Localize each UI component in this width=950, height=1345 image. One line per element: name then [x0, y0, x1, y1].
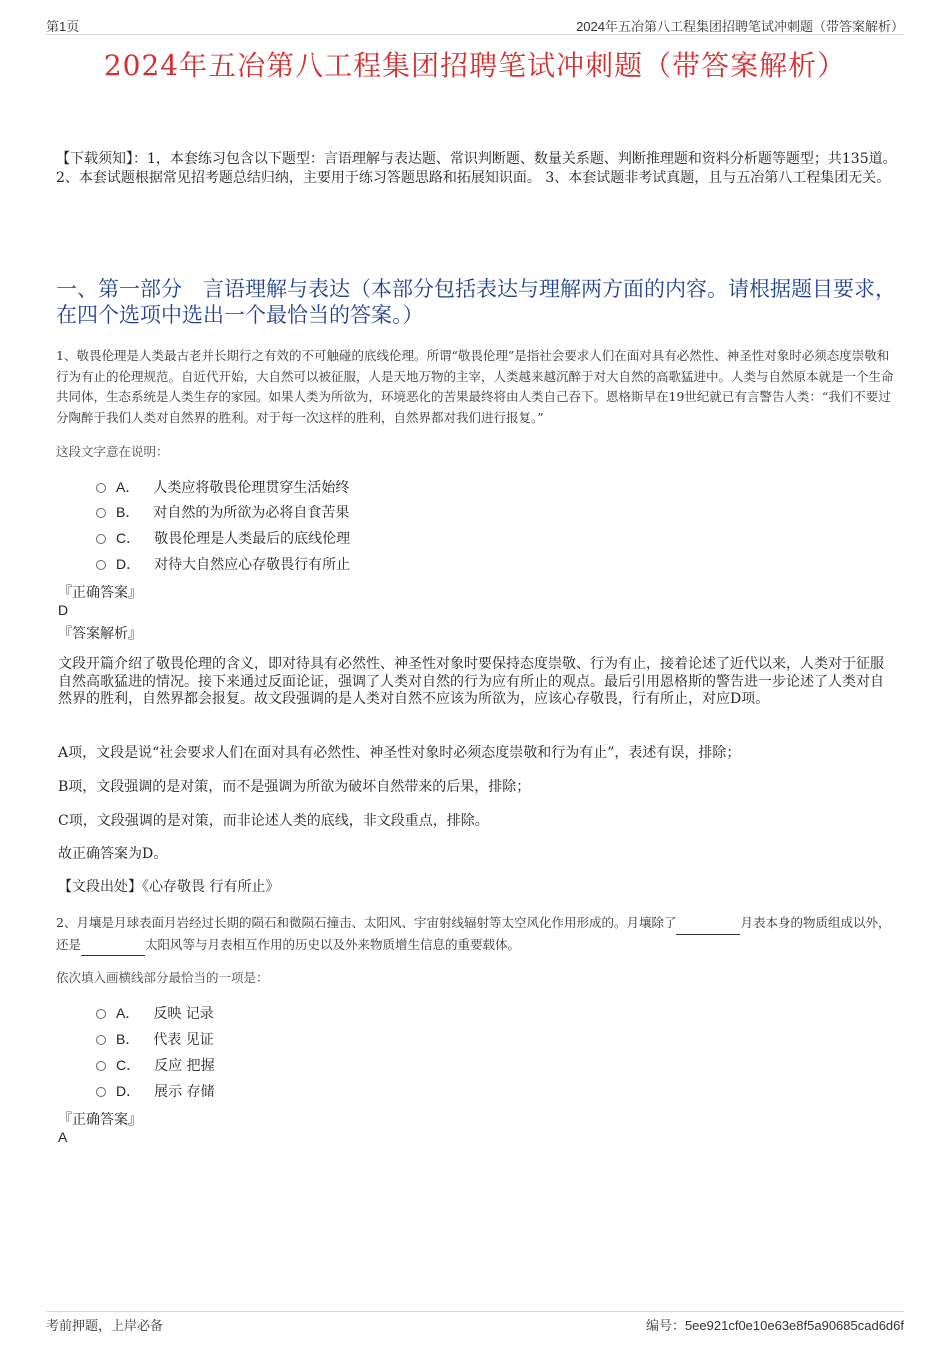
q1-option-d[interactable]: D． 对待大自然应心存敬畏行有所止	[96, 554, 350, 574]
page-header	[46, 14, 904, 35]
q1-option-a[interactable]: A． 人类应将敬畏伦理贯穿生活始终	[96, 477, 349, 497]
q1-note-a: A项，文段是说“社会要求人们在面对具有必然性、神圣性对象时必须态度崇敬和行为有止”，表述有误，排除；	[58, 745, 741, 761]
question-2-text: 2、月壤是月球表面月岩经过长期的陨石和微陨石撞击、太阳风、宇宙射线辐射等太空风化作用形成的。月壤除了 月表本身的物质组成以外，还是 太阳风等与月表相互作用的历史以及外来物质增生信息的重要载体。	[56, 913, 898, 956]
radio-icon[interactable]	[96, 534, 106, 544]
q1-note-b: B项，文段强调的是对策，而不是强调为所欲为破坏自然带来的后果，排除；	[58, 779, 531, 795]
question-1-prompt: 这段文字意在说明：	[56, 444, 169, 459]
q2-answer-label: 『正确答案』	[58, 1112, 142, 1128]
document-title: 2024年五冶第八工程集团招聘笔试冲刺题（带答案解析）	[103, 49, 847, 82]
header-doc-title: 2024年五冶第八工程集团招聘笔试冲刺题（带答案解析）	[576, 19, 904, 34]
q1-analysis-label: 『答案解析』	[58, 626, 142, 642]
q1-option-c[interactable]: C． 敬畏伦理是人类最后的底线伦理	[96, 528, 350, 548]
fill-blank-1	[676, 913, 740, 935]
q1-note-c: C项，文段强调的是对策，而非论述人类的底线，非文段重点，排除。	[58, 813, 489, 829]
radio-icon[interactable]	[96, 1087, 106, 1097]
q1-source: 【文段出处】《心存敬畏 行有所止》	[58, 879, 280, 895]
fill-blank-2	[81, 935, 145, 957]
radio-icon[interactable]	[96, 1061, 106, 1071]
q1-analysis: 文段开篇介绍了敬畏伦理的含义，即对待具有必然性、神圣性对象时要保持态度崇敬、行为有止，接着论述了近代以来，人类对于征服自然高歌猛进的情况。接下来通过反面论证，强调了人类对自然的行为应有所止的观点。最后引用恩格斯的警告进一步论述了人类对自然界的胜利，自然界都会报复。故文段强调的是人类对自然不应该为所欲为，应该心存敬畏，行有所止，对应D项。	[58, 656, 884, 707]
q1-conclusion: 故正确答案为D。	[58, 846, 168, 862]
radio-icon[interactable]	[96, 1035, 106, 1045]
q2-option-d[interactable]: D． 展示 存储	[96, 1081, 215, 1101]
radio-icon[interactable]	[96, 508, 106, 518]
q2-option-b[interactable]: B． 代表 见证	[96, 1029, 214, 1049]
q2-option-a[interactable]: A． 反映 记录	[96, 1003, 214, 1023]
q1-answer-label: 『正确答案』	[58, 585, 142, 601]
page-number: 第1页	[46, 19, 80, 34]
q1-answer: D	[58, 602, 69, 618]
question-1-text: 1、敬畏伦理是人类最古老并长期行之有效的不可触碰的底线伦理。所谓“敬畏伦理”是指社会要求人们在面对具有必然性、神圣性对象时必须态度崇敬和行为有止的伦理规范。自近代开始，大自然可以被征服，人是天地万物的主宰，人类越来越沉醉于对大自然的高歌猛进中。人类与自然原本就是一个生命共同体，生态系统是人类生存的家园。如果人类为所欲为，环境恶化的苦果最终将由人类自己吞下。恩格斯早在19世纪就已有言警告人类：“我们不要过分陶醉于我们人类对自然界的胜利。对于每一次这样的胜利，自然界都对我们进行报复。”	[56, 348, 894, 425]
section-heading: 一、第一部分 言语理解与表达（本部分包括表达与理解两方面的内容。请根据题目要求，在四个选项中选出一个最恰当的答案。）	[56, 277, 896, 327]
q2-answer: A	[58, 1129, 68, 1145]
q1-option-b[interactable]: B． 对自然的为所欲为必将自食苦果	[96, 502, 349, 522]
radio-icon[interactable]	[96, 1009, 106, 1019]
page-footer	[46, 1311, 904, 1334]
question-2-prompt: 依次填入画横线部分最恰当的一项是：	[56, 970, 269, 985]
footer-code: 编号：5ee921cf0e10e63e8f5a90685cad6d6f	[645, 1318, 904, 1334]
footer-slogan: 考前押题，上岸必备	[46, 1319, 164, 1334]
radio-icon[interactable]	[96, 483, 106, 493]
q2-option-c[interactable]: C． 反应 把握	[96, 1055, 215, 1075]
download-notice: 【下载须知】：1，本套练习包含以下题型：言语理解与表达题、常识判断题、数量关系题、判断推理题和资料分析题等题型；共135道。 2、本套试题根据常见招考题总结归纳，主要用于练习答题思路和拓展知识面。 3、本套试题非考试真题，且与五冶第八工程集团无关。	[56, 151, 897, 186]
radio-icon[interactable]	[96, 560, 106, 570]
